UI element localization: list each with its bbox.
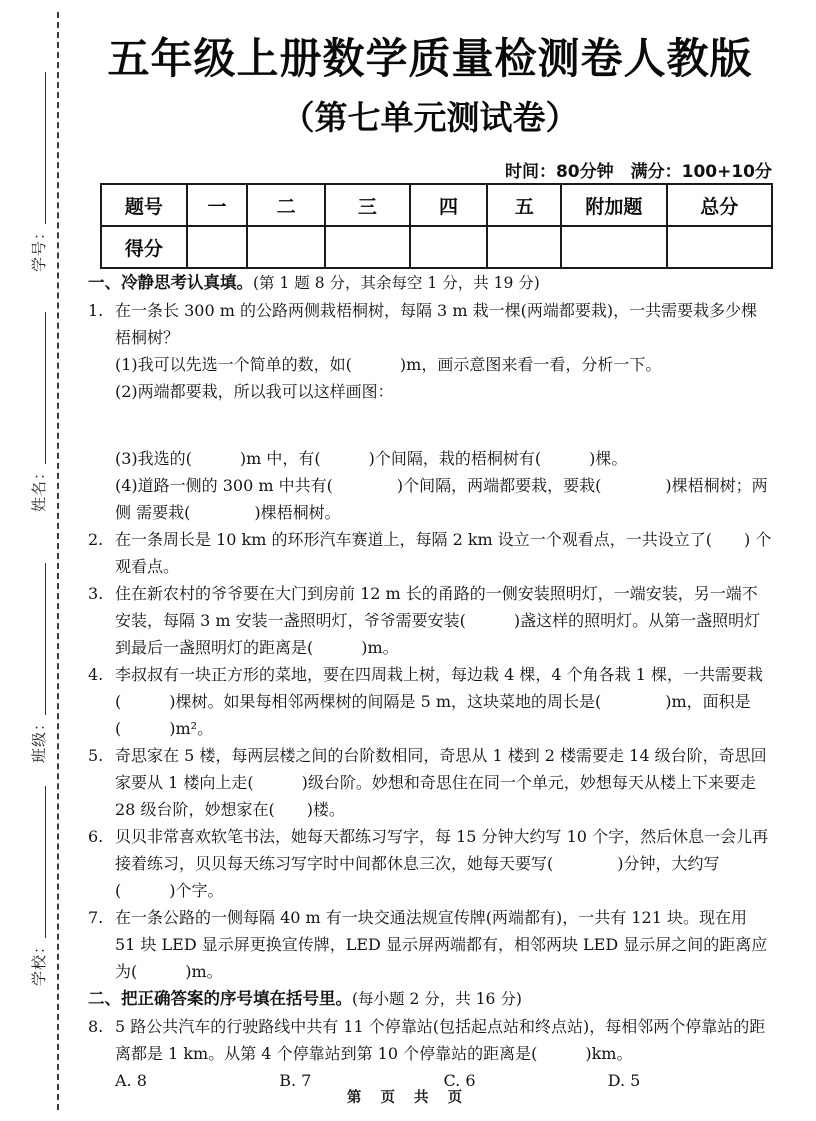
question-6 (88, 823, 772, 904)
option-c: C. 6 (443, 1071, 476, 1090)
question-8 (88, 1013, 772, 1094)
section-2-title: 二、把正确答案的序号填在括号里。 (88, 989, 352, 1008)
option-b: B. 7 (279, 1071, 312, 1090)
score-table-header-cell: 题号 (101, 184, 187, 226)
question-1 (88, 297, 772, 526)
question-1-number: 1. (88, 301, 104, 320)
score-table-header-cell: 总分 (667, 184, 772, 226)
score-table-header-cell: 四 (410, 184, 488, 226)
question-8-body (115, 1013, 772, 1094)
question-3-text: 住在新农村的爷爷要在大门到房前 12 m 长的甬路的一侧安装照明灯，一端安装，另一端不安装，每隔 3 m 安装一盏照明灯，爷爷需要安装( )盏这样的照明灯。从第一盏照明灯到最后一盏照明灯的距离是( )m。 (115, 584, 761, 657)
page-footer: 第 页 共 页 (346, 1090, 470, 1106)
question-5-number: 5. (88, 746, 104, 765)
option-d: D. 5 (607, 1071, 641, 1090)
question-1-part-1: (1)我可以先选一个简单的数，如( )m，画示意图来看一看，分析一下。 (115, 355, 662, 374)
school-blank-line (45, 786, 46, 938)
name-blank-line (45, 312, 46, 464)
exam-meta: 时间：80分钟 满分：100+10分 (504, 162, 772, 182)
question-2 (88, 526, 772, 580)
question-1-part-4: (4)道路一侧的 300 m 中共有( )个间隔，两端都要栽，要栽( )棵梧桐树；两侧 需要栽( )棵梧桐树。 (115, 476, 768, 522)
score-cell (247, 226, 325, 268)
score-cell (410, 226, 488, 268)
section-1-note: (第 1 题 8 分，其余每空 1 分，共 19 分) (253, 274, 540, 292)
question-3 (88, 580, 772, 661)
school-label: 学校： (30, 937, 48, 986)
question-6-text: 贝贝非常喜欢软笔书法，她每天都练习写字，每 15 分钟大约写 10 个字，然后休息一会儿再接着练习，贝贝每天练习写字时中间都休息三次，她每天要写( )分钟，大约写 ( )个字。 (115, 827, 769, 900)
question-4 (88, 661, 772, 742)
page-title: 五年级上册数学质量检测卷人教版 (107, 34, 753, 83)
binding-dashed-line (57, 12, 59, 1110)
score-table-header-cell: 三 (325, 184, 410, 226)
page-subtitle: （第七单元测试卷） (281, 98, 579, 137)
score-table-header-cell: 五 (487, 184, 561, 226)
student-id-label: 学号： (30, 223, 48, 272)
section-1-heading (88, 269, 772, 297)
question-content (88, 269, 772, 1094)
section-2-note: (每小题 2 分，共 16 分) (352, 990, 522, 1008)
question-3-number: 3. (88, 584, 104, 603)
section-1-title: 一、冷静思考认真填。 (88, 273, 253, 292)
question-8-number: 8. (88, 1017, 104, 1036)
score-table-header-cell: 二 (247, 184, 325, 226)
question-6-number: 6. (88, 827, 104, 846)
score-cell (667, 226, 772, 268)
score-table-header-cell: 一 (187, 184, 247, 226)
question-8-text: 5 路公共汽车的行驶路线中共有 11 个停靠站(包括起点站和终点站)，每相邻两个停靠站的距离都是 1 km。从第 4 个停靠站到第 10 个停靠站的距离是( )km。 (115, 1017, 766, 1063)
section-2-heading (88, 985, 772, 1013)
option-a: A. 8 (115, 1071, 147, 1090)
sidebar-field-name (27, 312, 49, 512)
score-cell (487, 226, 561, 268)
score-cell (187, 226, 247, 268)
question-7 (88, 904, 772, 985)
score-table (100, 183, 773, 269)
sidebar-field-class (27, 563, 49, 763)
question-5 (88, 742, 772, 823)
question-4-number: 4. (88, 665, 104, 684)
question-1-drawing-space (115, 405, 772, 445)
score-table-header-cell: 附加题 (561, 184, 666, 226)
sidebar-field-school (27, 786, 49, 986)
question-5-text: 奇思家在 5 楼，每两层楼之间的台阶数相同，奇思从 1 楼到 2 楼需要走 14 级台阶，奇思回家要从 1 楼向上走( )级台阶。妙想和奇思住在同一个单元，妙想每天从楼上下来要走 28 级台阶，妙想家在( )楼。 (115, 746, 767, 819)
score-cell (561, 226, 666, 268)
score-table-score-row (101, 226, 772, 268)
question-7-text: 在一条公路的一侧每隔 40 m 有一块交通法规宣传牌(两端都有)，一共有 121 块。现在用 51 块 LED 显示屏更换宣传牌，LED 显示屏两端都有，相邻两块 LED 显示屏之间的距离应为( )m。 (115, 908, 768, 981)
question-1-body (115, 297, 772, 526)
class-label: 班级： (30, 714, 48, 763)
score-cell (325, 226, 410, 268)
score-row-label: 得分 (101, 226, 187, 268)
question-1-text: 在一条长 300 m 的公路两侧栽梧桐树，每隔 3 m 栽一棵(两端都要栽)，一共需要栽多少棵梧桐树？ (115, 301, 758, 347)
student-id-blank-line (45, 72, 46, 224)
question-7-number: 7. (88, 908, 104, 927)
question-2-text: 在一条周长是 10 km 的环形汽车赛道上，每隔 2 km 设立一个观看点，一共设立了( ) 个观看点。 (115, 530, 772, 576)
class-blank-line (45, 563, 46, 715)
question-1-part-3: (3)我选的( )m 中，有( )个间隔，栽的梧桐树有( )棵。 (115, 449, 628, 468)
question-2-number: 2. (88, 530, 104, 549)
question-1-part-2: (2)两端都要栽，所以我可以这样画图： (115, 382, 394, 401)
score-table-header-row (101, 184, 772, 226)
question-4-text: 李叔叔有一块正方形的菜地，要在四周栽上树，每边栽 4 棵，4 个角各栽 1 棵，一共需要栽 ( )棵树。如果每相邻两棵树的间隔是 5 m，这块菜地的周长是( )m，面积是 ( )m²。 (115, 665, 763, 738)
sidebar-field-student-id (27, 72, 49, 272)
name-label: 姓名： (30, 463, 48, 512)
